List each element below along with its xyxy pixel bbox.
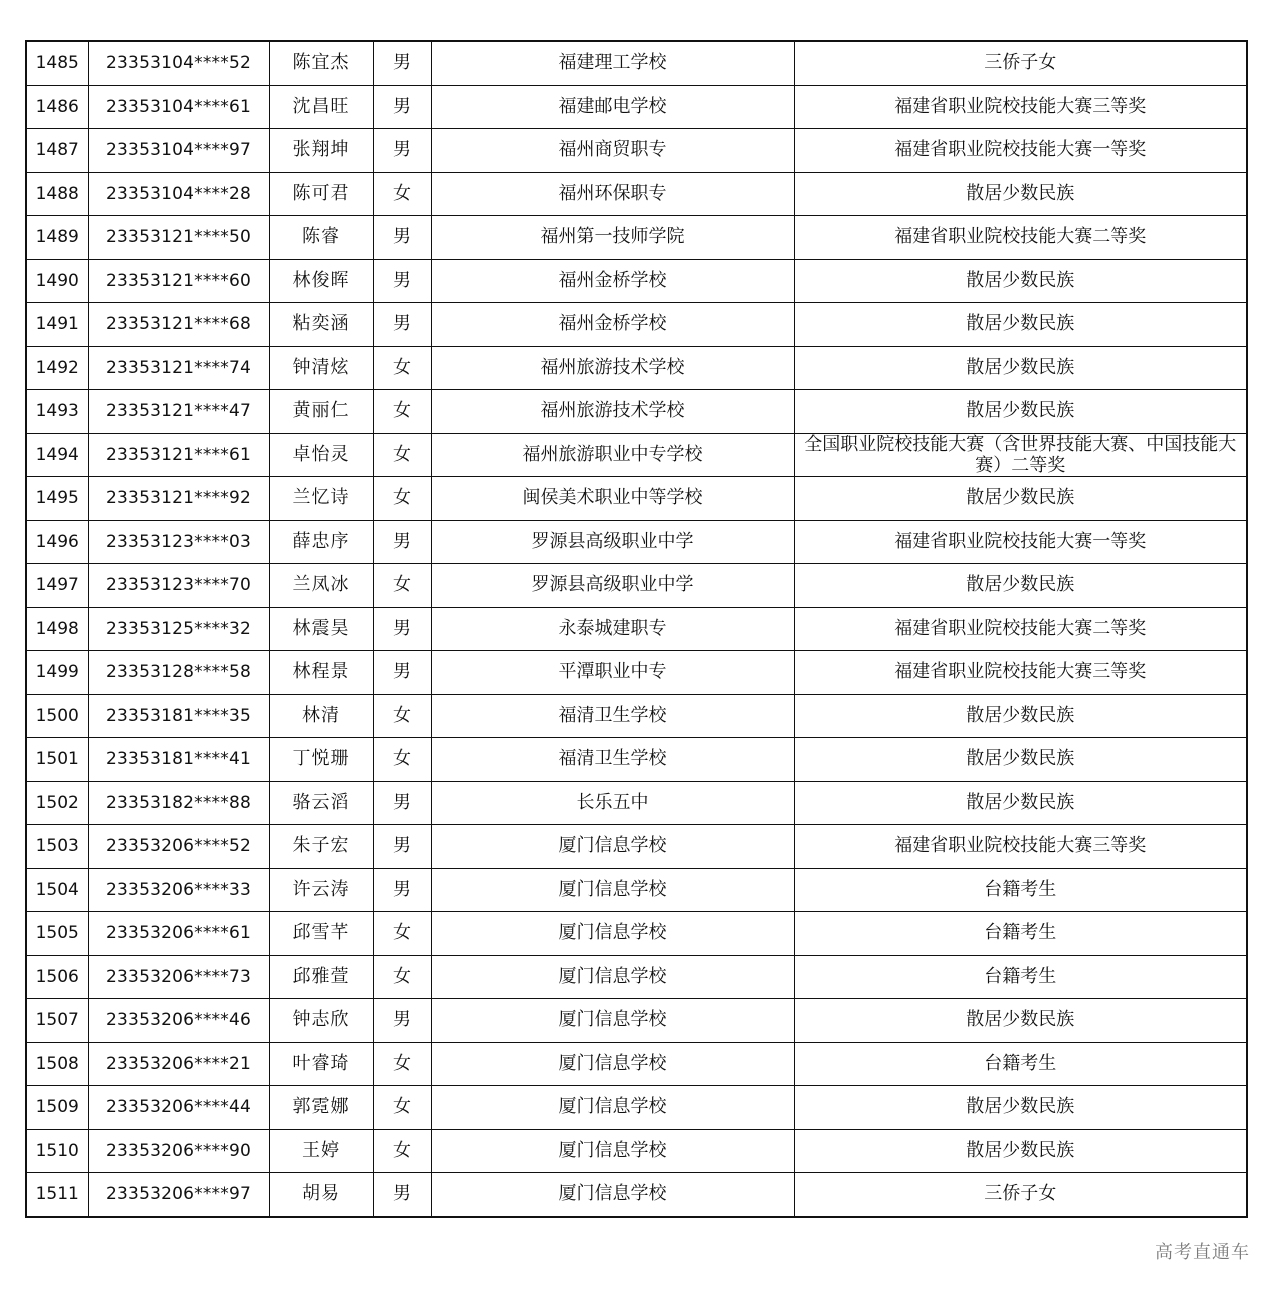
gender-cell: 女	[373, 172, 431, 216]
school-cell: 厦门信息学校	[431, 1086, 794, 1130]
row-number-cell: 1498	[26, 607, 88, 651]
table-row	[26, 1129, 1247, 1173]
student-name-cell: 林震昊	[269, 607, 373, 651]
row-number-cell: 1508	[26, 1042, 88, 1086]
category-cell: 散居少数民族	[794, 738, 1247, 782]
gender-cell: 男	[373, 41, 431, 85]
row-number-cell: 1504	[26, 868, 88, 912]
category-cell: 散居少数民族	[794, 564, 1247, 608]
school-cell: 罗源县高级职业中学	[431, 520, 794, 564]
exam-id-cell: 23353104****97	[88, 129, 269, 173]
row-number-cell: 1486	[26, 85, 88, 129]
student-name-cell: 郭霓娜	[269, 1086, 373, 1130]
school-cell: 厦门信息学校	[431, 1042, 794, 1086]
row-number-cell: 1499	[26, 651, 88, 695]
gender-cell: 女	[373, 1129, 431, 1173]
category-cell: 散居少数民族	[794, 172, 1247, 216]
table-row	[26, 216, 1247, 260]
school-cell: 福州旅游职业中专学校	[431, 433, 794, 477]
exam-id-cell: 23353104****28	[88, 172, 269, 216]
row-number-cell: 1500	[26, 694, 88, 738]
table-row	[26, 259, 1247, 303]
row-number-cell: 1505	[26, 912, 88, 956]
gender-cell: 女	[373, 912, 431, 956]
student-name-cell: 钟清炫	[269, 346, 373, 390]
row-number-cell: 1501	[26, 738, 88, 782]
table-row	[26, 564, 1247, 608]
row-number-cell: 1487	[26, 129, 88, 173]
table-row	[26, 868, 1247, 912]
student-name-cell: 王婷	[269, 1129, 373, 1173]
gender-cell: 女	[373, 1086, 431, 1130]
row-number-cell: 1497	[26, 564, 88, 608]
school-cell: 福州商贸职专	[431, 129, 794, 173]
category-cell: 全国职业院校技能大赛（含世界技能大赛、中国技能大赛）二等奖	[794, 433, 1247, 477]
exam-id-cell: 23353121****60	[88, 259, 269, 303]
student-name-cell: 张翔坤	[269, 129, 373, 173]
gender-cell: 女	[373, 477, 431, 521]
gender-cell: 男	[373, 825, 431, 869]
student-name-cell: 沈昌旺	[269, 85, 373, 129]
table-row	[26, 1173, 1247, 1217]
student-name-cell: 胡易	[269, 1173, 373, 1217]
exam-id-cell: 23353125****32	[88, 607, 269, 651]
exam-id-cell: 23353206****97	[88, 1173, 269, 1217]
table-row	[26, 1042, 1247, 1086]
student-name-cell: 粘奕涵	[269, 303, 373, 347]
row-number-cell: 1502	[26, 781, 88, 825]
student-name-cell: 黄丽仁	[269, 390, 373, 434]
category-cell: 福建省职业院校技能大赛一等奖	[794, 520, 1247, 564]
exam-id-cell: 23353206****52	[88, 825, 269, 869]
table-row	[26, 781, 1247, 825]
student-name-cell: 许云涛	[269, 868, 373, 912]
student-name-cell: 林俊晖	[269, 259, 373, 303]
school-cell: 福建理工学校	[431, 41, 794, 85]
table-row	[26, 303, 1247, 347]
exam-id-cell: 23353121****74	[88, 346, 269, 390]
category-cell: 台籍考生	[794, 1042, 1247, 1086]
school-cell: 福清卫生学校	[431, 738, 794, 782]
table-row	[26, 999, 1247, 1043]
category-cell: 福建省职业院校技能大赛三等奖	[794, 85, 1247, 129]
row-number-cell: 1491	[26, 303, 88, 347]
gender-cell: 女	[373, 390, 431, 434]
category-cell: 散居少数民族	[794, 346, 1247, 390]
row-number-cell: 1510	[26, 1129, 88, 1173]
category-cell: 散居少数民族	[794, 781, 1247, 825]
gender-cell: 女	[373, 955, 431, 999]
school-cell: 长乐五中	[431, 781, 794, 825]
school-cell: 厦门信息学校	[431, 955, 794, 999]
category-cell: 散居少数民族	[794, 477, 1247, 521]
school-cell: 福州旅游技术学校	[431, 346, 794, 390]
exam-id-cell: 23353104****61	[88, 85, 269, 129]
student-name-cell: 邱雅萱	[269, 955, 373, 999]
student-name-cell: 丁悦珊	[269, 738, 373, 782]
table-row	[26, 651, 1247, 695]
category-cell: 散居少数民族	[794, 694, 1247, 738]
gender-cell: 男	[373, 520, 431, 564]
table-row	[26, 433, 1247, 477]
row-number-cell: 1506	[26, 955, 88, 999]
exam-id-cell: 23353206****73	[88, 955, 269, 999]
school-cell: 永泰城建职专	[431, 607, 794, 651]
gender-cell: 男	[373, 999, 431, 1043]
category-cell: 散居少数民族	[794, 1086, 1247, 1130]
exam-id-cell: 23353206****44	[88, 1086, 269, 1130]
row-number-cell: 1503	[26, 825, 88, 869]
category-cell: 福建省职业院校技能大赛一等奖	[794, 129, 1247, 173]
exam-id-cell: 23353206****90	[88, 1129, 269, 1173]
table-row	[26, 477, 1247, 521]
student-name-cell: 薛忠序	[269, 520, 373, 564]
student-name-cell: 卓怡灵	[269, 433, 373, 477]
gender-cell: 男	[373, 129, 431, 173]
row-number-cell: 1496	[26, 520, 88, 564]
row-number-cell: 1507	[26, 999, 88, 1043]
exam-id-cell: 23353206****33	[88, 868, 269, 912]
school-cell: 厦门信息学校	[431, 912, 794, 956]
student-name-cell: 邱雪芊	[269, 912, 373, 956]
row-number-cell: 1490	[26, 259, 88, 303]
exam-id-cell: 23353121****47	[88, 390, 269, 434]
student-name-cell: 林清	[269, 694, 373, 738]
table-row	[26, 172, 1247, 216]
gender-cell: 男	[373, 85, 431, 129]
candidate-table-body	[26, 41, 1247, 1217]
row-number-cell: 1488	[26, 172, 88, 216]
row-number-cell: 1489	[26, 216, 88, 260]
student-name-cell: 朱子宏	[269, 825, 373, 869]
school-cell: 闽侯美术职业中等学校	[431, 477, 794, 521]
exam-id-cell: 23353181****41	[88, 738, 269, 782]
school-cell: 福建邮电学校	[431, 85, 794, 129]
exam-id-cell: 23353121****50	[88, 216, 269, 260]
gender-cell: 女	[373, 738, 431, 782]
school-cell: 平潭职业中专	[431, 651, 794, 695]
school-cell: 厦门信息学校	[431, 1173, 794, 1217]
school-cell: 福州金桥学校	[431, 303, 794, 347]
category-cell: 三侨子女	[794, 1173, 1247, 1217]
table-row	[26, 85, 1247, 129]
row-number-cell: 1495	[26, 477, 88, 521]
exam-id-cell: 23353123****70	[88, 564, 269, 608]
category-cell: 福建省职业院校技能大赛三等奖	[794, 651, 1247, 695]
exam-id-cell: 23353121****92	[88, 477, 269, 521]
exam-id-cell: 23353121****61	[88, 433, 269, 477]
category-cell: 散居少数民族	[794, 303, 1247, 347]
category-cell: 散居少数民族	[794, 390, 1247, 434]
category-cell: 台籍考生	[794, 912, 1247, 956]
row-number-cell: 1509	[26, 1086, 88, 1130]
gender-cell: 男	[373, 781, 431, 825]
exam-id-cell: 23353206****21	[88, 1042, 269, 1086]
category-cell: 福建省职业院校技能大赛二等奖	[794, 607, 1247, 651]
gender-cell: 男	[373, 868, 431, 912]
category-cell: 散居少数民族	[794, 259, 1247, 303]
candidate-table	[25, 40, 1248, 1218]
table-row	[26, 694, 1247, 738]
category-cell: 散居少数民族	[794, 999, 1247, 1043]
school-cell: 福州金桥学校	[431, 259, 794, 303]
exam-id-cell: 23353123****03	[88, 520, 269, 564]
table-row	[26, 912, 1247, 956]
gender-cell: 男	[373, 607, 431, 651]
student-name-cell: 兰忆诗	[269, 477, 373, 521]
row-number-cell: 1511	[26, 1173, 88, 1217]
row-number-cell: 1492	[26, 346, 88, 390]
school-cell: 福州旅游技术学校	[431, 390, 794, 434]
gender-cell: 女	[373, 1042, 431, 1086]
student-name-cell: 陈宜杰	[269, 41, 373, 85]
student-name-cell: 骆云滔	[269, 781, 373, 825]
exam-id-cell: 23353104****52	[88, 41, 269, 85]
student-name-cell: 兰凤冰	[269, 564, 373, 608]
gender-cell: 男	[373, 303, 431, 347]
table-row	[26, 825, 1247, 869]
school-cell: 厦门信息学校	[431, 868, 794, 912]
student-name-cell: 钟志欣	[269, 999, 373, 1043]
table-row	[26, 738, 1247, 782]
gender-cell: 女	[373, 346, 431, 390]
row-number-cell: 1494	[26, 433, 88, 477]
student-name-cell: 陈睿	[269, 216, 373, 260]
row-number-cell: 1493	[26, 390, 88, 434]
gender-cell: 女	[373, 564, 431, 608]
gender-cell: 男	[373, 651, 431, 695]
school-cell: 福州第一技师学院	[431, 216, 794, 260]
category-cell: 福建省职业院校技能大赛三等奖	[794, 825, 1247, 869]
category-cell: 福建省职业院校技能大赛二等奖	[794, 216, 1247, 260]
exam-id-cell: 23353182****88	[88, 781, 269, 825]
gender-cell: 男	[373, 1173, 431, 1217]
category-cell: 三侨子女	[794, 41, 1247, 85]
gender-cell: 女	[373, 694, 431, 738]
table-row	[26, 129, 1247, 173]
table-row	[26, 390, 1247, 434]
category-cell: 台籍考生	[794, 868, 1247, 912]
category-cell: 台籍考生	[794, 955, 1247, 999]
table-row	[26, 1086, 1247, 1130]
watermark-text: 高考直通车	[1155, 1242, 1250, 1263]
table-row	[26, 346, 1247, 390]
exam-id-cell: 23353121****68	[88, 303, 269, 347]
exam-id-cell: 23353181****35	[88, 694, 269, 738]
gender-cell: 女	[373, 433, 431, 477]
gender-cell: 男	[373, 259, 431, 303]
school-cell: 罗源县高级职业中学	[431, 564, 794, 608]
school-cell: 福清卫生学校	[431, 694, 794, 738]
student-name-cell: 陈可君	[269, 172, 373, 216]
table-row	[26, 41, 1247, 85]
table-row	[26, 955, 1247, 999]
category-cell: 散居少数民族	[794, 1129, 1247, 1173]
student-name-cell: 叶睿琦	[269, 1042, 373, 1086]
school-cell: 福州环保职专	[431, 172, 794, 216]
row-number-cell: 1485	[26, 41, 88, 85]
school-cell: 厦门信息学校	[431, 1129, 794, 1173]
exam-id-cell: 23353128****58	[88, 651, 269, 695]
table-row	[26, 520, 1247, 564]
student-name-cell: 林程景	[269, 651, 373, 695]
school-cell: 厦门信息学校	[431, 999, 794, 1043]
table-row	[26, 607, 1247, 651]
school-cell: 厦门信息学校	[431, 825, 794, 869]
exam-id-cell: 23353206****61	[88, 912, 269, 956]
gender-cell: 男	[373, 216, 431, 260]
exam-id-cell: 23353206****46	[88, 999, 269, 1043]
